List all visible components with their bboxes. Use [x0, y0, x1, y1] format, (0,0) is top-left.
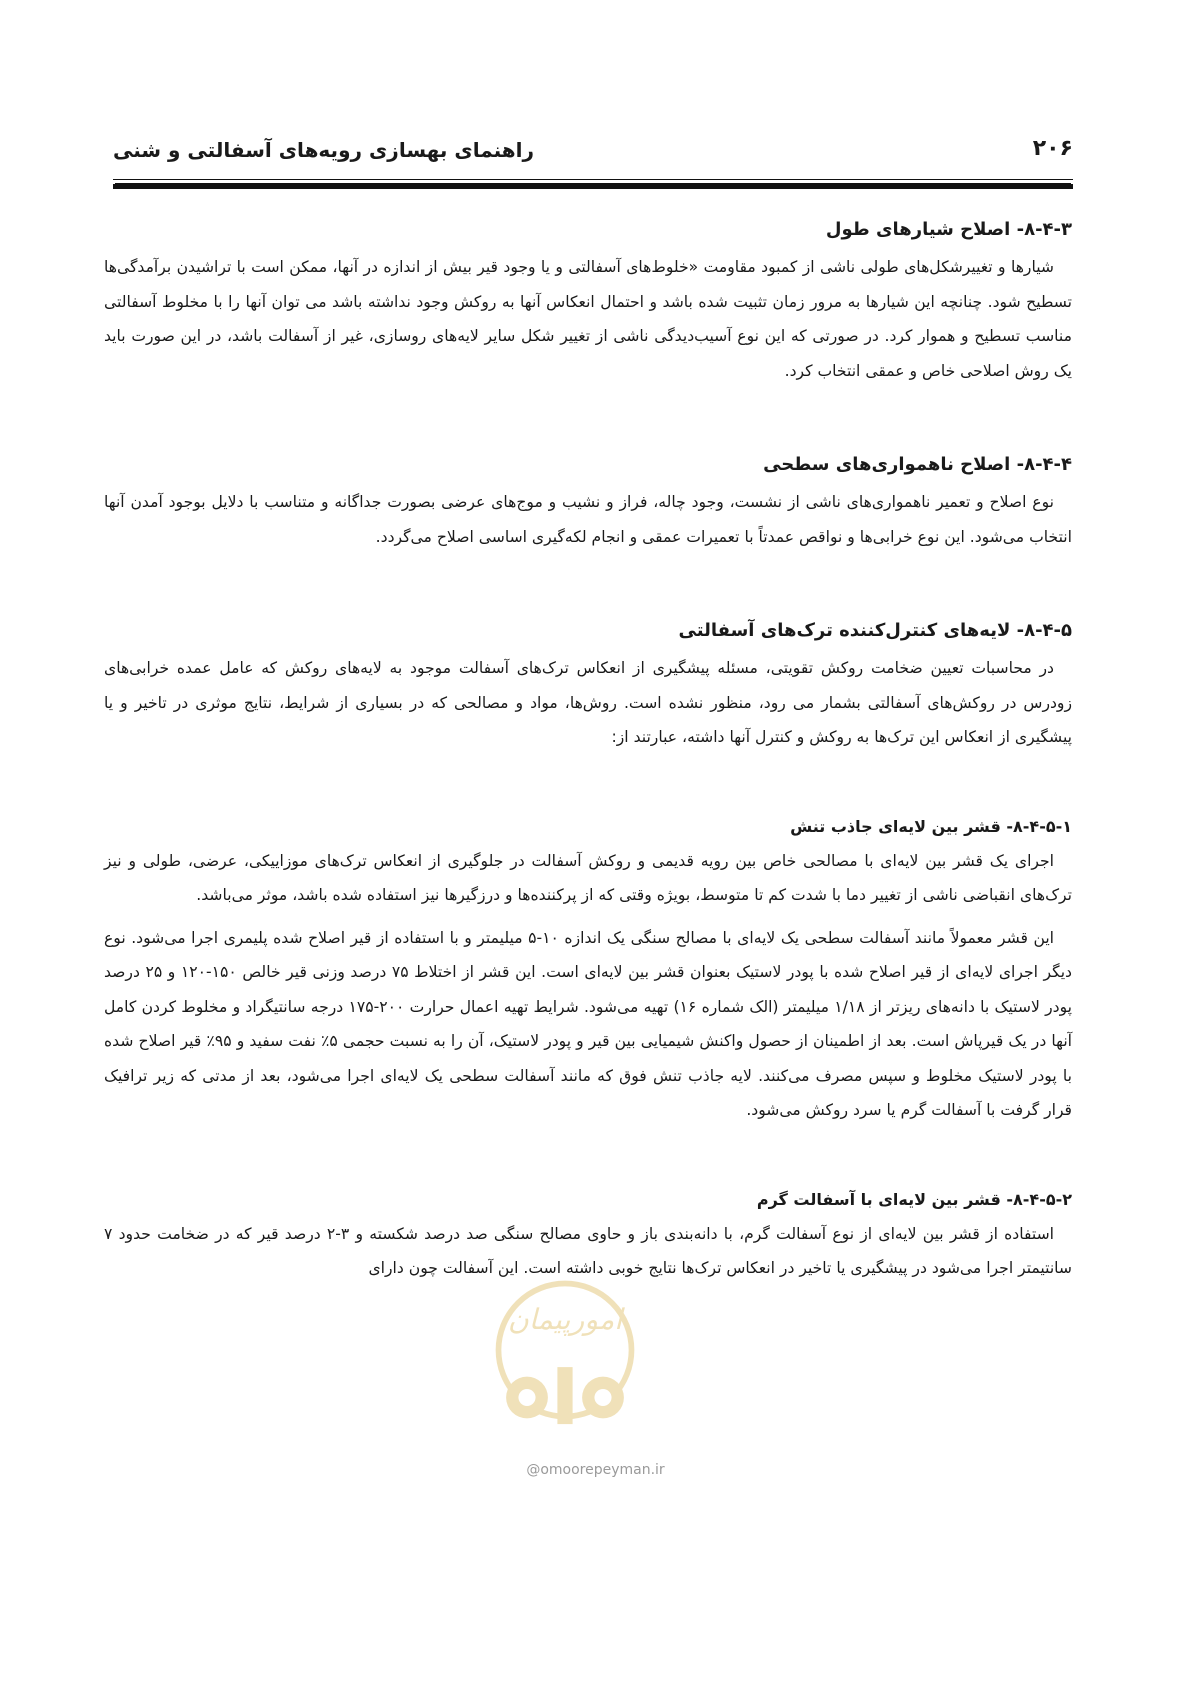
header-rule-thin [113, 179, 1073, 180]
watermark-logo-text: امورپیمان [507, 1303, 623, 1337]
running-title: راهنمای بهسازی رویه‌های آسفالتی و شنی [113, 138, 535, 162]
page-header [113, 128, 1073, 172]
subsection-heading: ۸-۴-۵-۱- قشر بین لایه‌ای جاذب تنش [790, 816, 1072, 836]
section-surface-unevenness [104, 454, 1072, 554]
page-number: ۲۰۶ [1032, 136, 1073, 161]
paragraph: در محاسبات تعیین ضخامت روکش تقویتی، مسئله پیشگیری از انعکاس ترک‌های آسفالت موجود به لایه‌های روکش که عامل عمده خرابی‌های زودرس در روکش‌های آسفالتی بشمار می رود، منظور نشده است. روش‌ها، مواد و مصالحی که در بسیاری از شرایط، نتایج موثری در تاخیر و یا پیشگیری از انعکاس این ترک‌ها به روکش و کنترل آنها داشته، عبارتند از: [104, 659, 1072, 746]
watermark-url: @omoorepeyman.ir [526, 1462, 665, 1478]
section-heading: ۸-۴-۳- اصلاح شیارهای طول [825, 219, 1072, 240]
section-crack-control-layers [104, 620, 1072, 755]
paragraph: شیارها و تغییرشکل‌های طولی ناشی از کمبود مقاومت «خلوط‌های آسفالتی و یا وجود قیر بیش از اندازه در آنها، ممکن است با تراشیدن برآمدگی‌ها تسطیح شود. چنانچه این شیارها به مرور زمان تثبیت شده باشد و احتمال انعکاس آنها به روکش وجود نداشته باشد می توان آنها را با مخلوط آسفالتی مناسب تسطیح و هموار کرد. در صورتی که این نوع آسیب‌دیدگی ناشی از تغییر شکل سایر لایه‌های روسازی، غیر از آسفالت باشد، در این صورت باید یک روش اصلاحی خاص و عمقی انتخاب کرد. [104, 258, 1072, 380]
paragraph: نوع اصلاح و تعمیر ناهمواری‌های ناشی از نشست، وجود چاله، فراز و نشیب و موج‌های عرضی بصورت جداگانه و متناسب با دلایل بوجود آمدن آنها انتخاب می‌شود. این نوع خرابی‌ها و نواقص عمدتاً با تعمیرات عمقی و انجام لکه‌گیری اساسی اصلاح می‌گردد. [104, 493, 1072, 546]
paragraph: اجرای یک قشر بین لایه‌ای با مصالحی خاص بین رویه قدیمی و روکش آسفالت در جلوگیری از انعکاس ترک‌های موزاییکی، عرضی، طولی و نیز ترک‌های انقباضی ناشی از تغییر دما با شدت کم تا متوسط، بویژه وقتی که از پرکننده‌ها و درزگیرها نیز استفاده شده باشد، موثر می‌باشد. [104, 851, 1072, 904]
header-rule [113, 184, 1073, 189]
section-heading: ۸-۴-۵- لایه‌های کنترل‌کننده ترک‌های آسفالتی [678, 620, 1072, 641]
paragraph: این قشر معمولاً مانند آسفالت سطحی یک لایه‌ای با مصالح سنگی یک اندازه ۱۰-۵ میلیمتر و با استفاده از قیر اصلاح شده پلیمری اجرا می‌شود. نوع دیگر اجرای لایه‌ای از قیر اصلاح شده با پودر لاستیک بعنوان قشر بین لایه‌ای است. این قشر از اختلاط ۷۵ درصد وزنی قیر خالص ۱۵۰-۱۲۰ و ۲۵ درصد پودر لاستیک با دانه‌های ریزتر از ۱/۱۸ میلیمتر (الک شماره ۱۶) تهیه می‌شود. شرایط تهیه اعمال حرارت ۲۰۰-۱۷۵ درجه سانتیگراد و مخلوط کردن کامل آنها در یک قیرپاش است. بعد از اطمینان از حصول واکنش شیمیایی بین قیر و پودر لاستیک، آن را به نسبت حجمی ۵٪ نفت سفید و ۹۵٪ قیر اصلاح شده با پودر لاستیک مخلوط و سپس مصرف می‌کنند. لایه جاذب تنش فوق که مانند آسفالت سطحی یک لایه‌ای اجرا می‌شود، بعد از مدتی که زیر ترافیک قرار گرفت با آسفالت گرم یا سرد روکش می‌شود. [104, 928, 1073, 1119]
section-hot-mix-interlayer [104, 1190, 1072, 1286]
subsection-heading: ۸-۴-۵-۲- قشر بین لایه‌ای با آسفالت گرم [756, 1189, 1072, 1209]
page-content [104, 205, 1072, 1316]
section-stress-absorbing-interlayer [104, 817, 1072, 1128]
section-heading: ۸-۴-۴- اصلاح ناهمواری‌های سطحی [763, 454, 1072, 475]
section-rutting-repair [104, 219, 1072, 388]
paragraph: استفاده از قشر بین لایه‌ای از نوع آسفالت گرم، با دانه‌بندی باز و حاوی مصالح سنگی صد درصد شکسته و ۳-۲ درصد قیر که در ضخامت حدود ۷ سانتیمتر اجرا می‌شود در پیشگیری یا تاخیر در انعکاس ترک‌ها نتایج خوبی داشته است. این آسفالت چون دارای [104, 1224, 1072, 1277]
